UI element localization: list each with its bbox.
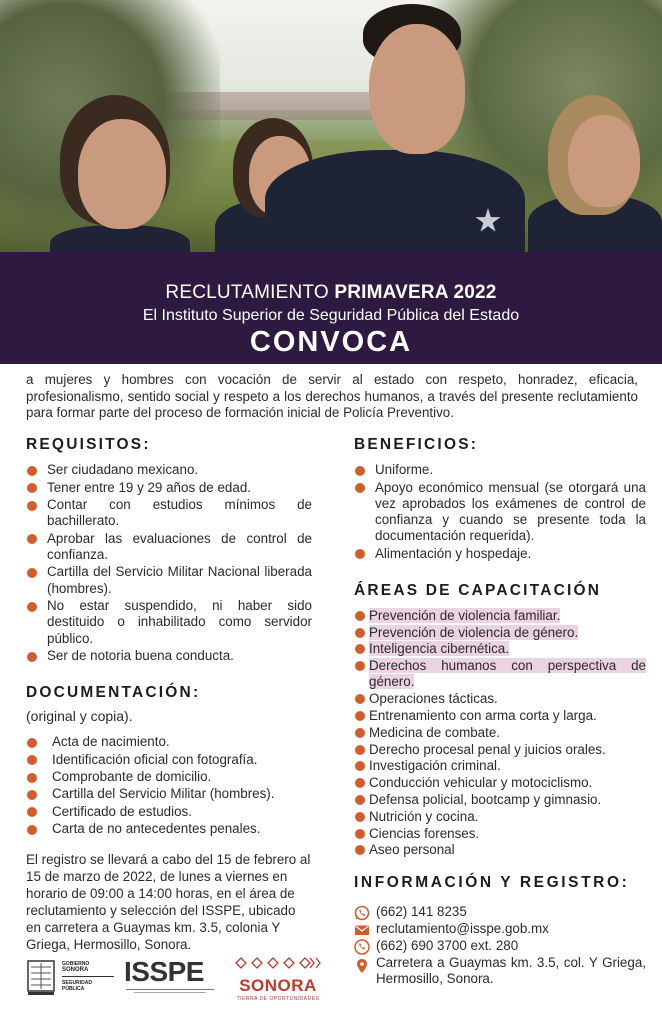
- right-column: [354, 436, 646, 989]
- list-item-text: Medicina de combate.: [369, 724, 501, 740]
- email-row[interactable]: [354, 921, 646, 937]
- list-item: [26, 786, 312, 802]
- info-heading: INFORMACIÓN Y REGISTRO:: [354, 873, 630, 891]
- email-address: reclutamiento@isspe.gob.mx: [376, 920, 549, 936]
- list-item: [354, 546, 646, 562]
- list-item: [26, 769, 312, 785]
- list-item-text: Operaciones tácticas.: [369, 691, 498, 707]
- gob-line-2: SONORA: [62, 967, 89, 973]
- list-item-text: Contar con estudios mínimos de bachillerato.: [47, 497, 312, 529]
- bullet-icon: [355, 812, 365, 822]
- officer-figure: [265, 0, 525, 252]
- list-item: [354, 641, 646, 657]
- list-item-text: Derechos humanos con perspectiva de género.: [369, 658, 646, 690]
- list-item-text: Defensa policial, bootcamp y gimnasio.: [369, 791, 602, 807]
- bullet-icon: [27, 466, 37, 476]
- whatsapp-row[interactable]: [354, 904, 646, 920]
- list-item: [354, 708, 646, 724]
- phone-icon: [354, 939, 370, 955]
- bullet-icon: [355, 694, 365, 704]
- list-item-text: Alimentación y hospedaje.: [375, 545, 532, 561]
- bullet-icon: [27, 773, 37, 783]
- gob-line-3: SEGURIDAD: [62, 980, 93, 986]
- list-item-text: Comprobante de domicilio.: [52, 769, 212, 784]
- list-item-text: Investigación criminal.: [369, 758, 501, 774]
- gob-line-4: PÚBLICA: [62, 986, 85, 992]
- bullet-icon: [27, 652, 37, 662]
- list-item: [26, 598, 312, 647]
- sonora-wordmark: SONORA: [239, 976, 317, 995]
- address-text: Carretera a Guaymas km. 3.5, col. Y Griega, Hermosillo, Sonora.: [376, 955, 646, 987]
- list-item: [354, 792, 646, 808]
- bullet-icon: [355, 778, 365, 788]
- list-item-text: Nutrición y cocina.: [369, 808, 479, 824]
- requisitos-list: [26, 462, 312, 664]
- list-item-text: Ser ciudadano mexicano.: [47, 462, 199, 477]
- sonora-pattern-icon: [230, 955, 326, 971]
- state-seal-icon: [26, 959, 56, 997]
- bullet-icon: [27, 738, 37, 748]
- list-item-text: Carta de no antecedentes penales.: [52, 821, 261, 837]
- list-item: [26, 497, 312, 529]
- footer-logos: [26, 955, 346, 1005]
- list-item: [354, 608, 646, 624]
- list-item-text: Certificado de estudios.: [52, 803, 192, 819]
- isspe-wordmark: ISSPE: [124, 956, 204, 987]
- list-item: [354, 842, 646, 858]
- list-item-text: Identificación oficial con fotografía.: [52, 751, 258, 767]
- list-item: [26, 531, 312, 563]
- bullet-icon: [355, 628, 365, 638]
- bullet-icon: [27, 790, 37, 800]
- list-item-text: Derecho procesal penal y juicios orales.: [369, 741, 606, 757]
- location-pin-icon: [354, 958, 370, 974]
- bullet-icon: [355, 466, 365, 476]
- list-item: [354, 742, 646, 758]
- whatsapp-number: (662) 141 8235: [376, 903, 467, 919]
- list-item: [26, 821, 312, 837]
- list-item-text: Aprobar las evaluaciones de control de confianza.: [47, 530, 312, 562]
- officer-figure: [40, 95, 190, 252]
- banner-title-regular: RECLUTAMIENTO: [165, 282, 335, 303]
- envelope-icon: [354, 922, 370, 938]
- phone-number: (662) 690 3700 ext. 280: [376, 937, 519, 953]
- beneficios-heading: BENEFICIOS:: [354, 436, 479, 453]
- whatsapp-icon: [354, 905, 370, 921]
- list-item: [354, 826, 646, 842]
- documentacion-subtitle: (original y copia).: [26, 708, 133, 725]
- list-item: [26, 462, 312, 478]
- list-item: [354, 809, 646, 825]
- phone-row[interactable]: [354, 938, 646, 954]
- banner-title: [0, 282, 662, 304]
- bullet-icon: [355, 549, 365, 559]
- list-item-text: Conducción vehicular y motociclismo.: [369, 775, 593, 791]
- list-item-text: Tener entre 19 y 29 años de edad.: [47, 479, 251, 495]
- bullet-icon: [355, 745, 365, 755]
- banner-convoca: CONVOCA: [249, 326, 413, 358]
- list-item: [354, 758, 646, 774]
- areas-heading: ÁREAS DE CAPACITACIÓN: [354, 581, 602, 599]
- list-item-text: Entrenamiento con arma corta y larga.: [369, 708, 597, 723]
- bullet-icon: [355, 611, 365, 621]
- list-item-text: Prevención de violencia familiar.: [369, 607, 561, 623]
- list-item: [26, 648, 312, 664]
- list-item: [354, 462, 646, 478]
- list-item-text: Prevención de violencia de género.: [369, 624, 579, 640]
- list-item-text: Apoyo económico mensual (se otorgará una vez aprobados los exámenes de control de confianza y cuando se presente toda la documentación requerida).: [375, 479, 646, 544]
- areas-list: [354, 608, 646, 859]
- bullet-icon: [355, 728, 365, 738]
- banner-title-bold: PRIMAVERA 2022: [334, 282, 497, 303]
- list-item: [354, 480, 646, 545]
- list-item-text: Ser de notoria buena conducta.: [47, 648, 234, 664]
- list-item-text: No estar suspendido, ni haber sido destituido o inhabilitado como servidor público.: [47, 598, 312, 646]
- gobierno-sonora-logo: [26, 959, 114, 999]
- list-item: [26, 752, 312, 768]
- gob-line-1: GOBIERNO: [62, 961, 90, 967]
- bullet-icon: [355, 795, 365, 805]
- list-item-text: Cartilla del Servicio Militar (hombres).: [52, 786, 275, 802]
- list-item: [354, 625, 646, 641]
- list-item: [26, 564, 312, 596]
- documentacion-list: [26, 734, 312, 837]
- intro-paragraph: a mujeres y hombres con vocación de servir al estado con respeto, honradez, eficacia, profesionalismo, sentido social y respeto a los derechos humanos, a través del presente reclutamiento para formar parte del proceso de formación inicial de Policía Preventivo.: [26, 372, 638, 420]
- list-item-text: Uniforme.: [375, 462, 434, 477]
- address-row: [354, 955, 646, 987]
- bullet-icon: [355, 761, 365, 771]
- list-item-text: Ciencias forenses.: [369, 825, 480, 841]
- bullet-icon: [27, 602, 37, 612]
- list-item: [26, 734, 312, 750]
- isspe-logo: [124, 957, 216, 999]
- bullet-icon: [355, 661, 365, 671]
- list-item: [354, 775, 646, 791]
- bullet-icon: [355, 711, 365, 721]
- list-item: [354, 658, 646, 690]
- documentacion-heading: DOCUMENTACIÓN:: [26, 684, 201, 702]
- bullet-icon: [27, 568, 37, 578]
- officer-figure: [528, 95, 662, 252]
- list-item: [26, 804, 312, 820]
- list-item: [354, 725, 646, 741]
- bullet-icon: [27, 534, 37, 544]
- bullet-icon: [355, 483, 365, 493]
- bullet-icon: [355, 845, 365, 855]
- bullet-icon: [355, 829, 365, 839]
- bullet-icon: [27, 755, 37, 765]
- beneficios-list: [354, 462, 646, 562]
- banner-subtitle: El Instituto Superior de Seguridad Pública del Estado: [142, 307, 520, 324]
- sonora-logo: [230, 955, 326, 1003]
- bullet-icon: [27, 825, 37, 835]
- bullet-icon: [355, 644, 365, 654]
- list-item-text: Aseo personal: [369, 842, 455, 858]
- left-column: [26, 436, 312, 953]
- sonora-tagline: TIERRA DE OPORTUNIDADES: [236, 996, 320, 1002]
- list-item-text: Acta de nacimiento.: [52, 734, 170, 750]
- list-item: [354, 691, 646, 707]
- title-banner: [0, 252, 662, 364]
- list-item-text: Inteligencia cibernética.: [369, 641, 509, 657]
- bullet-icon: [27, 483, 37, 493]
- requisitos-heading: REQUISITOS:: [26, 436, 151, 453]
- bullet-icon: [27, 807, 37, 817]
- list-item-text: Cartilla del Servicio Militar Nacional liberada (hombres).: [47, 564, 312, 596]
- list-item: [26, 480, 312, 496]
- registro-paragraph: El registro se llevará a cabo del 15 de febrero al 15 de marzo de 2022, de lunes a viernes en horario de 09:00 a 14:00 horas, en el área de reclutamiento y selección del ISSPE, ubicado en carretera a Guaymas km. 3.5, colonia Y Griega, Hermosillo, Sonora.: [26, 852, 311, 953]
- bullet-icon: [27, 501, 37, 511]
- hero-photo: [0, 0, 662, 252]
